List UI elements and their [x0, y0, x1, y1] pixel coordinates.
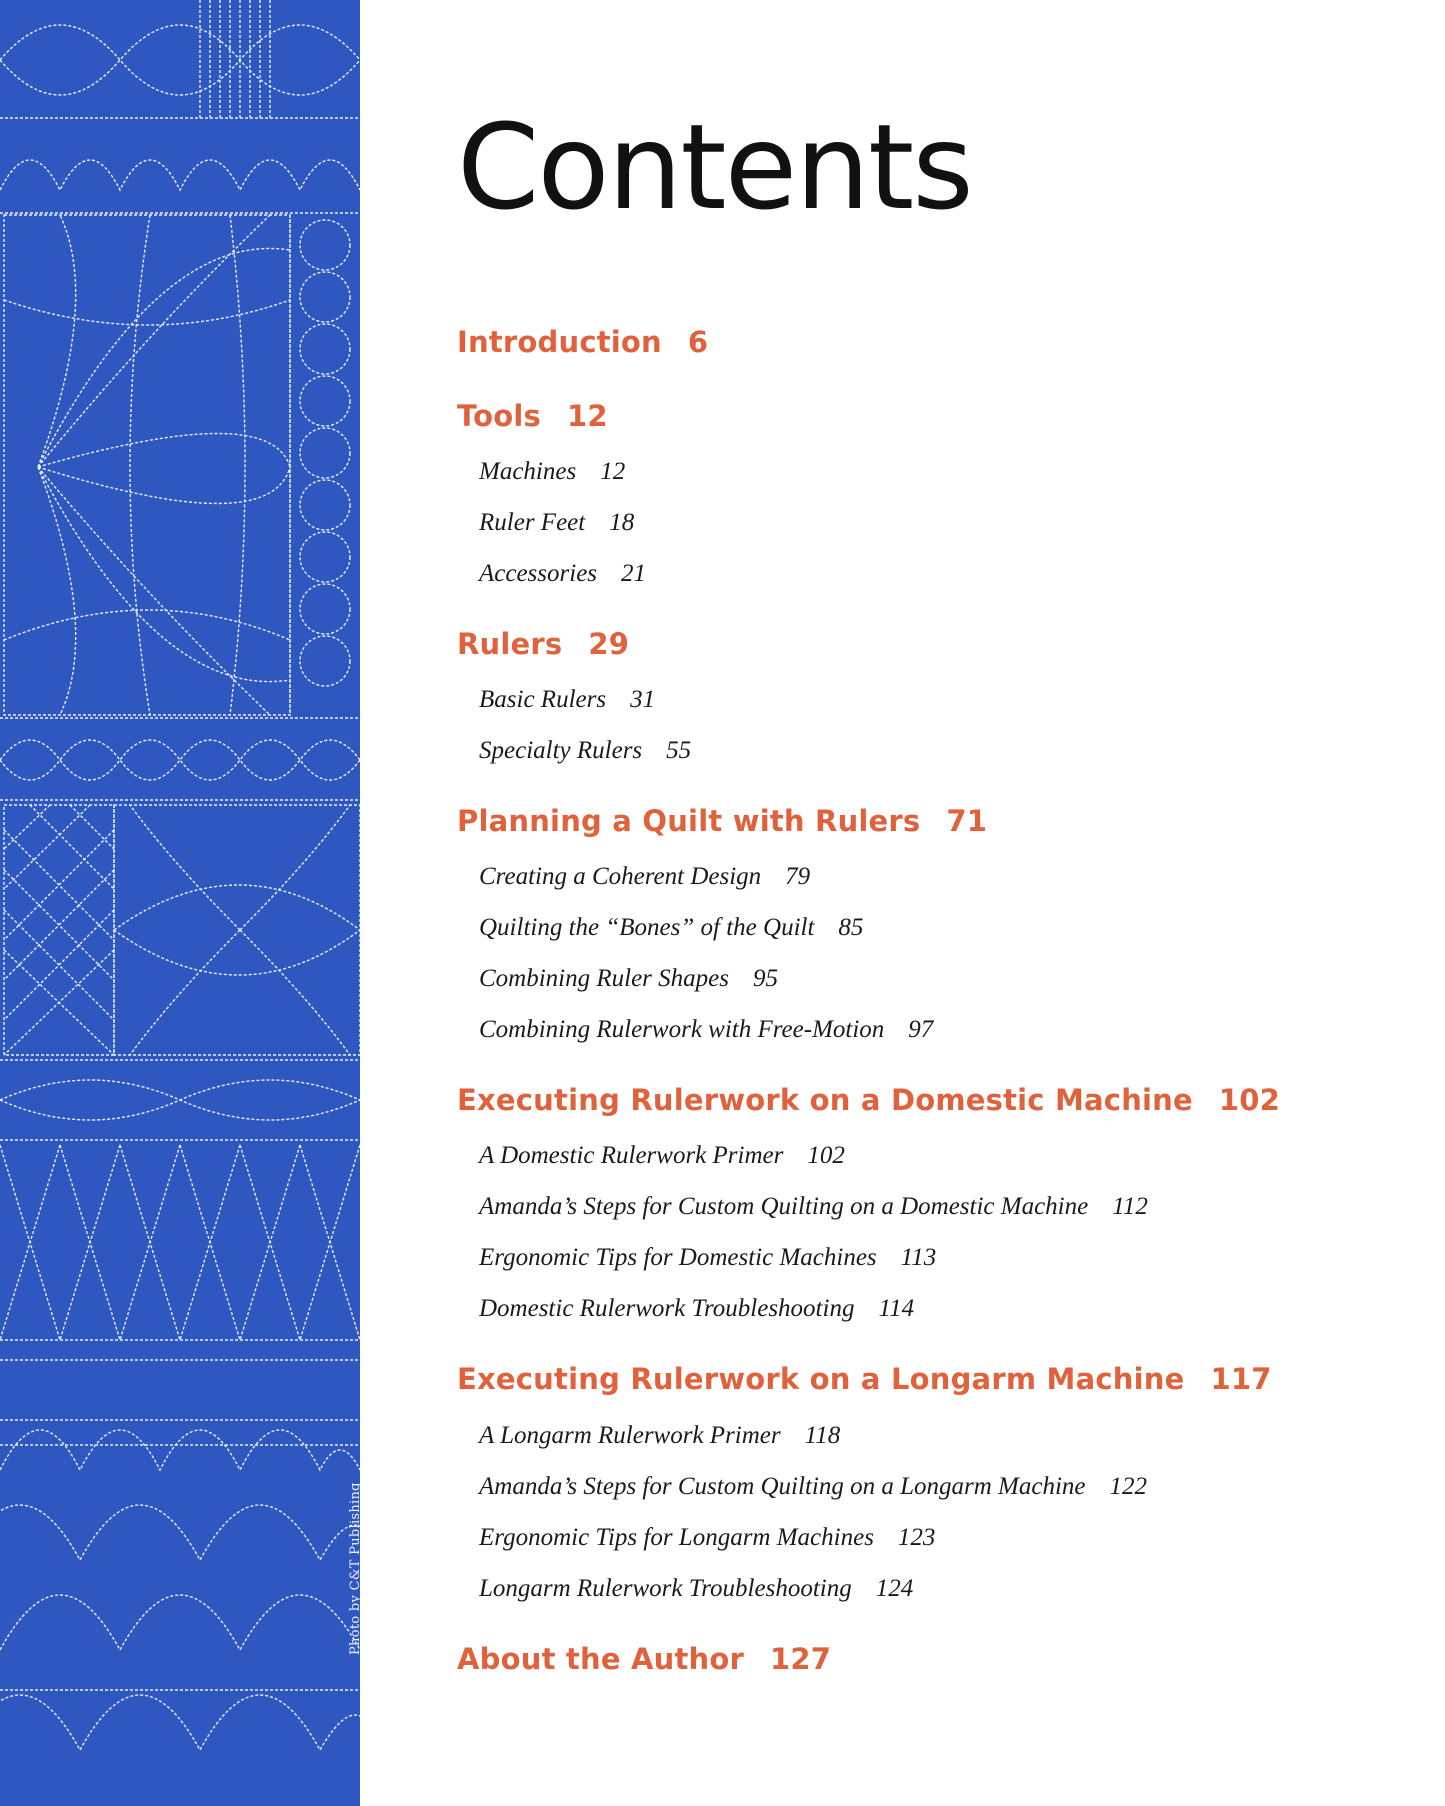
toc-entry — [479, 1423, 840, 1448]
section-page: 102 — [1218, 1083, 1281, 1117]
entry-page: 118 — [804, 1422, 841, 1449]
toc-entry — [479, 966, 778, 991]
entry-title: Basic Rulers — [479, 686, 607, 713]
entry-page: 12 — [600, 458, 626, 485]
entry-page: 123 — [897, 1524, 936, 1551]
entry-page: 113 — [900, 1244, 937, 1271]
entry-title: Accessories — [479, 560, 598, 587]
entry-page: 21 — [621, 560, 647, 587]
entry-page: 79 — [785, 863, 811, 890]
entry-page: 114 — [878, 1295, 915, 1322]
entry-title: Creating a Coherent Design — [479, 863, 762, 890]
page-title: Contents — [457, 98, 972, 236]
entry-title: Amanda’s Steps for Custom Quilting on a Domestic Machine — [479, 1193, 1089, 1220]
quilt-photo — [0, 0, 363, 1806]
toc-entry — [479, 1296, 914, 1321]
toc-section-about — [457, 1642, 832, 1676]
section-title: Rulers — [457, 627, 563, 661]
entry-title: Domestic Rulerwork Troubleshooting — [479, 1295, 855, 1322]
entry-title: Amanda’s Steps for Custom Quilting on a Longarm Machine — [479, 1473, 1086, 1500]
toc-entry — [479, 1194, 1148, 1219]
section-page: 12 — [566, 399, 608, 433]
toc-section-domestic — [457, 1083, 1281, 1117]
section-heading — [457, 804, 988, 838]
toc-section-longarm — [457, 1362, 1272, 1396]
toc-entry — [479, 1017, 933, 1042]
section-title: Introduction — [457, 325, 662, 359]
section-heading — [457, 325, 709, 359]
toc-entry — [479, 1245, 936, 1270]
entry-title: Ergonomic Tips for Longarm Machines — [479, 1524, 874, 1551]
section-page: 71 — [946, 804, 988, 838]
toc-section-introduction — [457, 325, 709, 359]
section-heading — [457, 1362, 1272, 1396]
entry-title: Machines — [479, 458, 577, 485]
entry-title: Specialty Rulers — [479, 737, 643, 764]
section-heading — [457, 1642, 832, 1676]
section-title: Executing Rulerwork on a Longarm Machine — [457, 1362, 1185, 1396]
entry-page: 122 — [1109, 1473, 1147, 1500]
toc-entry — [479, 687, 655, 712]
toc-entry — [479, 561, 646, 586]
toc-entry — [479, 915, 863, 940]
section-title: Tools — [457, 399, 541, 433]
toc-entry — [479, 459, 625, 484]
entry-page: 112 — [1112, 1193, 1148, 1220]
toc-entry — [479, 1143, 845, 1168]
section-title: About the Author — [457, 1642, 745, 1676]
toc-entry — [479, 1474, 1147, 1499]
entry-page: 102 — [807, 1142, 845, 1169]
toc-entry — [479, 738, 691, 763]
section-page: 127 — [770, 1642, 832, 1676]
toc-section-rulers — [457, 627, 630, 661]
section-heading — [457, 627, 630, 661]
entry-page: 95 — [753, 965, 778, 992]
entry-page: 124 — [875, 1575, 914, 1602]
entry-page: 55 — [666, 737, 692, 764]
entry-title: Combining Ruler Shapes — [479, 965, 729, 992]
toc-section-planning — [457, 804, 988, 838]
entry-page: 97 — [908, 1016, 934, 1043]
toc-entry — [479, 1576, 913, 1601]
entry-title: Longarm Rulerwork Troubleshooting — [479, 1575, 852, 1602]
entry-page: 85 — [838, 914, 864, 941]
toc-entry — [479, 510, 634, 535]
entry-title: A Domestic Rulerwork Primer — [479, 1142, 784, 1169]
section-heading — [457, 1083, 1281, 1117]
toc-entry — [479, 1525, 935, 1550]
entry-page: 31 — [630, 686, 656, 713]
section-title: Executing Rulerwork on a Domestic Machine — [457, 1083, 1193, 1117]
section-page: 117 — [1210, 1362, 1272, 1396]
section-page: 29 — [588, 627, 630, 661]
section-title: Planning a Quilt with Rulers — [457, 804, 921, 838]
photo-credit: Photo by C&T Publishing — [348, 1482, 363, 1655]
entry-title: Quilting the “Bones” of the Quilt — [479, 914, 815, 941]
section-heading — [457, 399, 608, 433]
toc-entry — [479, 864, 810, 889]
entry-page: 18 — [609, 509, 635, 536]
entry-title: Ruler Feet — [479, 509, 586, 536]
toc-section-tools — [457, 399, 608, 433]
entry-title: Combining Rulerwork with Free-Motion — [479, 1016, 885, 1043]
entry-title: Ergonomic Tips for Domestic Machines — [479, 1244, 877, 1271]
section-page: 6 — [687, 325, 709, 359]
quilt-stitching-pattern — [0, 0, 360, 1806]
entry-title: A Longarm Rulerwork Primer — [479, 1422, 781, 1449]
